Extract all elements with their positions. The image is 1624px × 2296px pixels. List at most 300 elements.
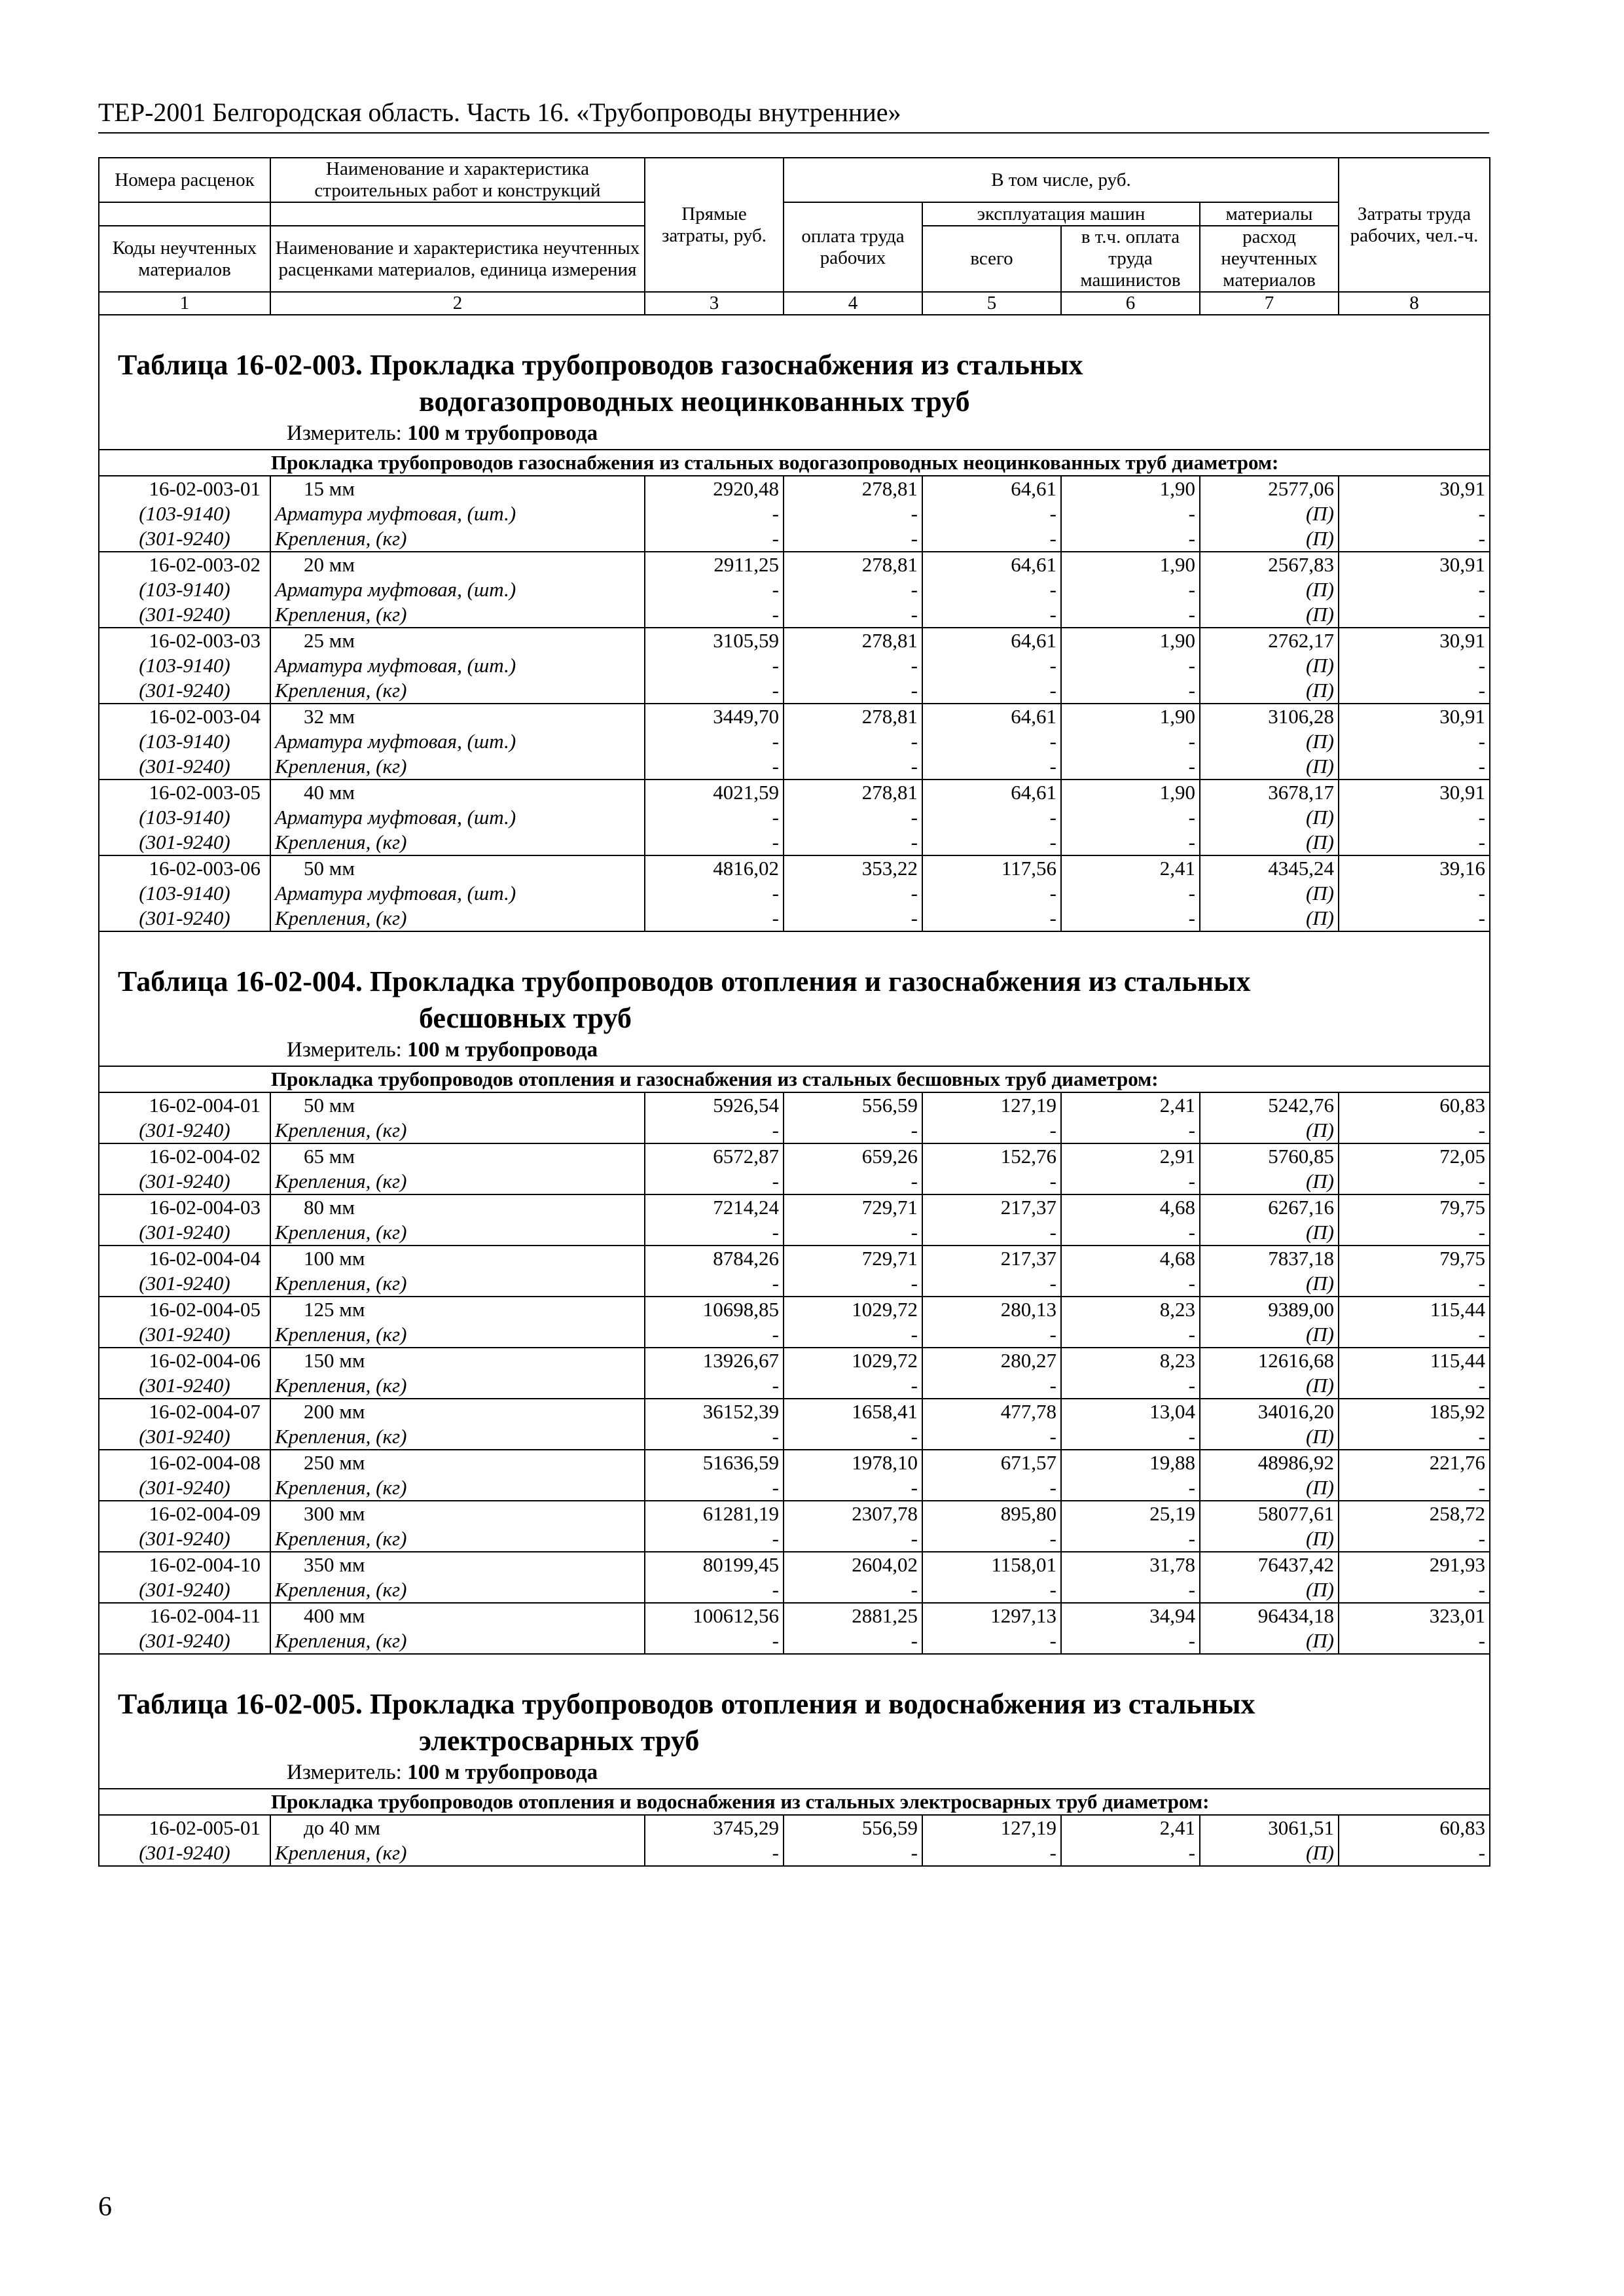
material-row <box>99 729 1490 754</box>
dash-c3: - <box>645 830 784 855</box>
dash-c5: - <box>922 1526 1061 1552</box>
material-name: Крепления, (кг) <box>270 1577 645 1603</box>
material-row <box>99 1577 1490 1603</box>
dash-c8: - <box>1339 1220 1490 1246</box>
value-c8: 60,83 <box>1339 1815 1490 1840</box>
dash-c3: - <box>645 653 784 678</box>
material-code: (103-9140) <box>99 881 270 906</box>
dash-c3: - <box>645 1220 784 1246</box>
dash-c3: - <box>645 805 784 830</box>
material-row <box>99 1220 1490 1246</box>
dash-c4: - <box>784 1424 922 1450</box>
rate-code: 16-02-003-03 <box>99 628 270 653</box>
material-code: (103-9140) <box>99 805 270 830</box>
value-c5: 64,61 <box>922 704 1061 729</box>
col-wages: оплата труда рабочих <box>784 202 922 292</box>
dash-c8: - <box>1339 1840 1490 1866</box>
dash-c3: - <box>645 754 784 780</box>
dash-c4: - <box>784 1526 922 1552</box>
value-c5: 895,80 <box>922 1501 1061 1526</box>
material-unit-mark: (П) <box>1200 501 1339 526</box>
value-c6: 4,68 <box>1061 1194 1200 1220</box>
value-c6: 31,78 <box>1061 1552 1200 1577</box>
material-name: Арматура муфтовая, (шт.) <box>270 653 645 678</box>
dash-c8: - <box>1339 881 1490 906</box>
dash-c3: - <box>645 501 784 526</box>
value-c7: 5760,85 <box>1200 1143 1339 1169</box>
value-c5: 64,61 <box>922 476 1061 501</box>
value-c4: 556,59 <box>784 1092 922 1118</box>
value-c6: 13,04 <box>1061 1399 1200 1424</box>
value-c7: 2762,17 <box>1200 628 1339 653</box>
dash-c3: - <box>645 906 784 931</box>
value-c5: 280,27 <box>922 1348 1061 1373</box>
dash-c4: - <box>784 729 922 754</box>
dash-c4: - <box>784 653 922 678</box>
material-code: (301-9240) <box>99 1169 270 1194</box>
rate-row <box>99 1246 1490 1271</box>
dash-c8: - <box>1339 906 1490 931</box>
material-row <box>99 501 1490 526</box>
material-code: (301-9240) <box>99 830 270 855</box>
material-name: Крепления, (кг) <box>270 602 645 628</box>
value-c7: 7837,18 <box>1200 1246 1339 1271</box>
dash-c8: - <box>1339 501 1490 526</box>
value-c7: 58077,61 <box>1200 1501 1339 1526</box>
dash-c4: - <box>784 678 922 704</box>
material-code: (301-9240) <box>99 906 270 931</box>
rate-code: 16-02-004-06 <box>99 1348 270 1373</box>
dash-c8: - <box>1339 1424 1490 1450</box>
dash-c3: - <box>645 1424 784 1450</box>
dash-c4: - <box>784 830 922 855</box>
material-name: Крепления, (кг) <box>270 830 645 855</box>
value-c8: 72,05 <box>1339 1143 1490 1169</box>
value-c8: 30,91 <box>1339 628 1490 653</box>
material-name: Крепления, (кг) <box>270 1526 645 1552</box>
rate-code: 16-02-004-08 <box>99 1450 270 1475</box>
dash-c8: - <box>1339 1169 1490 1194</box>
price-sheet <box>98 157 1489 1867</box>
dash-c4: - <box>784 501 922 526</box>
dash-c5: - <box>922 653 1061 678</box>
material-unit-mark: (П) <box>1200 1577 1339 1603</box>
value-c3: 100612,56 <box>645 1603 784 1628</box>
value-c8: 291,93 <box>1339 1552 1490 1577</box>
dash-c4: - <box>784 1840 922 1866</box>
dash-c4: - <box>784 1118 922 1143</box>
rate-code: 16-02-003-04 <box>99 704 270 729</box>
dash-c5: - <box>922 1118 1061 1143</box>
material-code: (301-9240) <box>99 1373 270 1399</box>
dash-c4: - <box>784 1271 922 1297</box>
dash-c6: - <box>1061 754 1200 780</box>
dash-c5: - <box>922 830 1061 855</box>
value-c7: 5242,76 <box>1200 1092 1339 1118</box>
material-code: (301-9240) <box>99 602 270 628</box>
material-row <box>99 653 1490 678</box>
dash-c6: - <box>1061 1271 1200 1297</box>
dash-c5: - <box>922 602 1061 628</box>
dash-c5: - <box>922 805 1061 830</box>
dash-c3: - <box>645 881 784 906</box>
material-row <box>99 1373 1490 1399</box>
dash-c3: - <box>645 1628 784 1654</box>
value-c4: 2881,25 <box>784 1603 922 1628</box>
dash-c8: - <box>1339 577 1490 602</box>
rates-table <box>98 157 1490 1867</box>
dash-c5: - <box>922 1840 1061 1866</box>
value-c6: 2,91 <box>1061 1143 1200 1169</box>
material-code: (301-9240) <box>99 1424 270 1450</box>
dash-c8: - <box>1339 1475 1490 1501</box>
material-row <box>99 602 1490 628</box>
rate-row <box>99 1092 1490 1118</box>
col-materials: материалы <box>1200 202 1339 226</box>
value-c8: 115,44 <box>1339 1348 1490 1373</box>
rate-name: 125 мм <box>270 1297 645 1322</box>
material-row <box>99 1118 1490 1143</box>
material-row <box>99 1475 1490 1501</box>
value-c8: 185,92 <box>1339 1399 1490 1424</box>
rate-name: 200 мм <box>270 1399 645 1424</box>
dash-c8: - <box>1339 653 1490 678</box>
rate-code: 16-02-004-10 <box>99 1552 270 1577</box>
dash-c6: - <box>1061 906 1200 931</box>
material-row <box>99 1271 1490 1297</box>
value-c4: 2307,78 <box>784 1501 922 1526</box>
dash-c8: - <box>1339 805 1490 830</box>
dash-c8: - <box>1339 678 1490 704</box>
rate-code: 16-02-003-02 <box>99 552 270 577</box>
rate-name: 15 мм <box>270 476 645 501</box>
value-c8: 30,91 <box>1339 780 1490 805</box>
running-header: ТЕР-2001 Белгородская область. Часть 16. «Трубопроводы внутренние» <box>98 97 1489 134</box>
dash-c5: - <box>922 1373 1061 1399</box>
rate-name: 25 мм <box>270 628 645 653</box>
rate-code: 16-02-004-07 <box>99 1399 270 1424</box>
material-unit-mark: (П) <box>1200 602 1339 628</box>
value-c3: 36152,39 <box>645 1399 784 1424</box>
value-c3: 13926,67 <box>645 1348 784 1373</box>
dash-c8: - <box>1339 729 1490 754</box>
dash-c6: - <box>1061 1475 1200 1501</box>
material-unit-mark: (П) <box>1200 805 1339 830</box>
material-row <box>99 881 1490 906</box>
dash-c5: - <box>922 1271 1061 1297</box>
dash-c4: - <box>784 1220 922 1246</box>
material-unit-mark: (П) <box>1200 526 1339 552</box>
material-row <box>99 577 1490 602</box>
value-c6: 1,90 <box>1061 552 1200 577</box>
material-unit-mark: (П) <box>1200 1840 1339 1866</box>
measurement-unit: Измеритель: 100 м трубопровода <box>287 1761 598 1784</box>
material-code: (301-9240) <box>99 1475 270 1501</box>
value-c8: 115,44 <box>1339 1297 1490 1322</box>
material-code: (301-9240) <box>99 1220 270 1246</box>
rate-code: 16-02-004-11 <box>99 1603 270 1628</box>
material-name: Крепления, (кг) <box>270 1475 645 1501</box>
material-code: (301-9240) <box>99 1628 270 1654</box>
value-c4: 278,81 <box>784 780 922 805</box>
dash-c6: - <box>1061 1526 1200 1552</box>
rate-code: 16-02-003-06 <box>99 855 270 881</box>
dash-c4: - <box>784 526 922 552</box>
material-name: Крепления, (кг) <box>270 678 645 704</box>
value-c5: 1158,01 <box>922 1552 1061 1577</box>
dash-c5: - <box>922 1475 1061 1501</box>
value-c7: 34016,20 <box>1200 1399 1339 1424</box>
dash-c6: - <box>1061 602 1200 628</box>
value-c4: 729,71 <box>784 1194 922 1220</box>
rate-row <box>99 855 1490 881</box>
value-c6: 1,90 <box>1061 628 1200 653</box>
material-unit-mark: (П) <box>1200 881 1339 906</box>
value-c7: 96434,18 <box>1200 1603 1339 1628</box>
dash-c4: - <box>784 1373 922 1399</box>
value-c5: 127,19 <box>922 1815 1061 1840</box>
material-name: Крепления, (кг) <box>270 1322 645 1348</box>
value-c4: 729,71 <box>784 1246 922 1271</box>
dash-c5: - <box>922 1220 1061 1246</box>
rate-row <box>99 704 1490 729</box>
section-subheader: Прокладка трубопроводов отопления и газоснабжения из стальных бесшовных труб диаметром: <box>99 1066 1490 1092</box>
value-c5: 1297,13 <box>922 1603 1061 1628</box>
rate-code: 16-02-004-03 <box>99 1194 270 1220</box>
rate-name: 300 мм <box>270 1501 645 1526</box>
rate-code: 16-02-004-04 <box>99 1246 270 1271</box>
value-c3: 5926,54 <box>645 1092 784 1118</box>
value-c7: 12616,68 <box>1200 1348 1339 1373</box>
dash-c5: - <box>922 526 1061 552</box>
dash-c3: - <box>645 1373 784 1399</box>
material-unit-mark: (П) <box>1200 1424 1339 1450</box>
dash-c3: - <box>645 577 784 602</box>
value-c3: 8784,26 <box>645 1246 784 1271</box>
value-c3: 6572,87 <box>645 1143 784 1169</box>
dash-c6: - <box>1061 1220 1200 1246</box>
dash-c6: - <box>1061 805 1200 830</box>
dash-c6: - <box>1061 1322 1200 1348</box>
dash-c8: - <box>1339 526 1490 552</box>
col-machinist-wages: в т.ч. оплата труда машинистов <box>1061 226 1200 292</box>
dash-c4: - <box>784 881 922 906</box>
material-unit-mark: (П) <box>1200 1118 1339 1143</box>
value-c6: 19,88 <box>1061 1450 1200 1475</box>
material-name: Арматура муфтовая, (шт.) <box>270 501 645 526</box>
value-c5: 217,37 <box>922 1246 1061 1271</box>
value-c4: 278,81 <box>784 704 922 729</box>
rate-row <box>99 1450 1490 1475</box>
material-unit-mark: (П) <box>1200 1526 1339 1552</box>
dash-c6: - <box>1061 1840 1200 1866</box>
dash-c6: - <box>1061 1118 1200 1143</box>
dash-c5: - <box>922 1169 1061 1194</box>
value-c8: 258,72 <box>1339 1501 1490 1526</box>
material-name: Крепления, (кг) <box>270 906 645 931</box>
material-code: (103-9140) <box>99 729 270 754</box>
material-row <box>99 1526 1490 1552</box>
rate-name: 400 мм <box>270 1603 645 1628</box>
material-name: Крепления, (кг) <box>270 1628 645 1654</box>
rate-row <box>99 552 1490 577</box>
value-c4: 278,81 <box>784 628 922 653</box>
dash-c3: - <box>645 1118 784 1143</box>
value-c6: 2,41 <box>1061 1092 1200 1118</box>
col-machines-total: всего <box>922 226 1061 292</box>
dash-c4: - <box>784 1169 922 1194</box>
dash-c3: - <box>645 1577 784 1603</box>
value-c4: 353,22 <box>784 855 922 881</box>
value-c3: 3449,70 <box>645 704 784 729</box>
dash-c6: - <box>1061 1577 1200 1603</box>
material-row <box>99 754 1490 780</box>
dash-c5: - <box>922 754 1061 780</box>
material-code: (301-9240) <box>99 1118 270 1143</box>
dash-c5: - <box>922 1322 1061 1348</box>
dash-c6: - <box>1061 526 1200 552</box>
material-unit-mark: (П) <box>1200 1271 1339 1297</box>
value-c4: 1029,72 <box>784 1297 922 1322</box>
rate-name: 32 мм <box>270 704 645 729</box>
value-c8: 30,91 <box>1339 552 1490 577</box>
rate-code: 16-02-005-01 <box>99 1815 270 1840</box>
value-c4: 278,81 <box>784 552 922 577</box>
material-name: Крепления, (кг) <box>270 1118 645 1143</box>
dash-c4: - <box>784 1475 922 1501</box>
value-c6: 8,23 <box>1061 1348 1200 1373</box>
value-c3: 80199,45 <box>645 1552 784 1577</box>
value-c3: 51636,59 <box>645 1450 784 1475</box>
section-subheader: Прокладка трубопроводов газоснабжения из стальных водогазопроводных неоцинкованных труб диаметром: <box>99 450 1490 476</box>
material-row <box>99 805 1490 830</box>
dash-c4: - <box>784 906 922 931</box>
value-c5: 64,61 <box>922 628 1061 653</box>
dash-c5: - <box>922 881 1061 906</box>
value-c3: 4021,59 <box>645 780 784 805</box>
rate-code: 16-02-004-09 <box>99 1501 270 1526</box>
material-name: Крепления, (кг) <box>270 1169 645 1194</box>
table-title-row <box>99 315 1490 450</box>
col-machines: эксплуатация машин <box>922 202 1200 226</box>
value-c3: 3105,59 <box>645 628 784 653</box>
dash-c3: - <box>645 1475 784 1501</box>
material-unit-mark: (П) <box>1200 906 1339 931</box>
value-c3: 4816,02 <box>645 855 784 881</box>
table-title-row <box>99 931 1490 1066</box>
rate-code: 16-02-003-01 <box>99 476 270 501</box>
material-name: Крепления, (кг) <box>270 754 645 780</box>
value-c8: 30,91 <box>1339 704 1490 729</box>
value-c4: 1029,72 <box>784 1348 922 1373</box>
dash-c4: - <box>784 577 922 602</box>
value-c6: 1,90 <box>1061 476 1200 501</box>
rate-name: 350 мм <box>270 1552 645 1577</box>
material-code: (103-9140) <box>99 577 270 602</box>
material-name: Крепления, (кг) <box>270 1220 645 1246</box>
material-code: (103-9140) <box>99 653 270 678</box>
col-material-names: Наименование и характеристика неучтенных расценками материалов, единица измерения <box>270 226 645 292</box>
measurement-unit: Измеритель: 100 м трубопровода <box>287 422 598 445</box>
material-unit-mark: (П) <box>1200 653 1339 678</box>
material-unit-mark: (П) <box>1200 1169 1339 1194</box>
material-code: (301-9240) <box>99 1271 270 1297</box>
value-c3: 10698,85 <box>645 1297 784 1322</box>
dash-c3: - <box>645 1526 784 1552</box>
value-c5: 217,37 <box>922 1194 1061 1220</box>
material-row <box>99 526 1490 552</box>
rate-row <box>99 628 1490 653</box>
rate-row <box>99 1143 1490 1169</box>
rate-name: 250 мм <box>270 1450 645 1475</box>
rate-row <box>99 1399 1490 1424</box>
material-code: (103-9140) <box>99 501 270 526</box>
material-row <box>99 1424 1490 1450</box>
material-code: (301-9240) <box>99 678 270 704</box>
rate-name: 40 мм <box>270 780 645 805</box>
value-c5: 64,61 <box>922 552 1061 577</box>
dash-c8: - <box>1339 1577 1490 1603</box>
value-c7: 6267,16 <box>1200 1194 1339 1220</box>
dash-c5: - <box>922 1628 1061 1654</box>
table-title: Таблица 16-02-005. Прокладка трубопроводов отопления и водоснабжения из стальных электросварных труб <box>118 1688 1255 1757</box>
table-body <box>99 315 1490 1866</box>
value-c7: 3106,28 <box>1200 704 1339 729</box>
rate-row <box>99 1194 1490 1220</box>
value-c6: 1,90 <box>1061 704 1200 729</box>
material-name: Арматура муфтовая, (шт.) <box>270 729 645 754</box>
rate-row <box>99 1603 1490 1628</box>
dash-c5: - <box>922 1424 1061 1450</box>
rate-name: 150 мм <box>270 1348 645 1373</box>
dash-c3: - <box>645 729 784 754</box>
dash-c8: - <box>1339 754 1490 780</box>
dash-c8: - <box>1339 1628 1490 1654</box>
material-code: (301-9240) <box>99 526 270 552</box>
material-code: (301-9240) <box>99 754 270 780</box>
material-row <box>99 1322 1490 1348</box>
dash-c3: - <box>645 602 784 628</box>
value-c7: 76437,42 <box>1200 1552 1339 1577</box>
rate-code: 16-02-003-05 <box>99 780 270 805</box>
material-unit-mark: (П) <box>1200 577 1339 602</box>
dash-c5: - <box>922 1577 1061 1603</box>
value-c8: 30,91 <box>1339 476 1490 501</box>
value-c5: 477,78 <box>922 1399 1061 1424</box>
value-c5: 152,76 <box>922 1143 1061 1169</box>
rate-row <box>99 476 1490 501</box>
dash-c6: - <box>1061 1169 1200 1194</box>
material-row <box>99 1840 1490 1866</box>
value-c5: 671,57 <box>922 1450 1061 1475</box>
rate-name: 50 мм <box>270 1092 645 1118</box>
material-row <box>99 678 1490 704</box>
col-direct-costs: Прямые затраты, руб. <box>645 158 784 292</box>
dash-c3: - <box>645 526 784 552</box>
value-c6: 25,19 <box>1061 1501 1200 1526</box>
value-c8: 323,01 <box>1339 1603 1490 1628</box>
value-c8: 60,83 <box>1339 1092 1490 1118</box>
value-c7: 48986,92 <box>1200 1450 1339 1475</box>
rate-row <box>99 1297 1490 1322</box>
dash-c8: - <box>1339 602 1490 628</box>
dash-c3: - <box>645 1271 784 1297</box>
rate-name: 100 мм <box>270 1246 645 1271</box>
dash-c8: - <box>1339 1118 1490 1143</box>
value-c3: 2920,48 <box>645 476 784 501</box>
value-c7: 2577,06 <box>1200 476 1339 501</box>
dash-c6: - <box>1061 1373 1200 1399</box>
